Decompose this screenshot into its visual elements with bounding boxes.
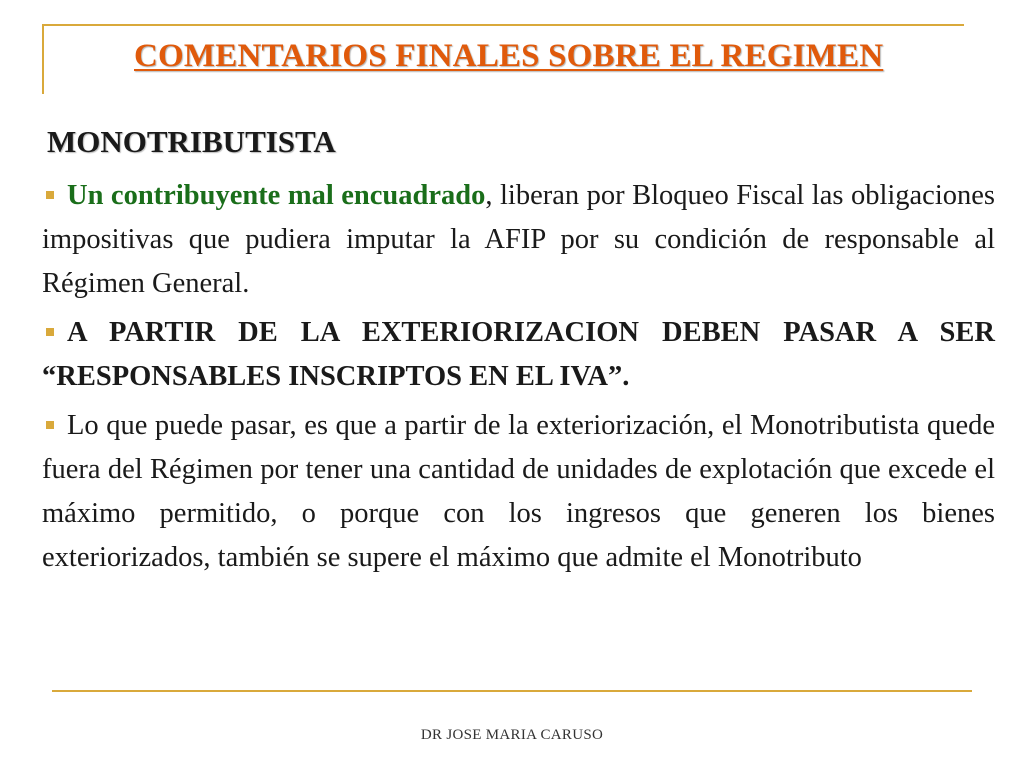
- slide-subtitle: MONOTRIBUTISTA: [47, 124, 336, 159]
- square-bullet-icon: [46, 191, 54, 199]
- square-bullet-icon: [46, 328, 54, 336]
- bullet-paragraph-3: [42, 404, 995, 580]
- bullet-1-emphasis: Un contribuyente mal encuadrado: [67, 180, 486, 211]
- slide-content: [42, 174, 995, 585]
- left-frame-line: [42, 24, 44, 94]
- bullet-paragraph-2: [42, 311, 995, 399]
- slide-title: COMENTARIOS FINALES SOBRE EL REGIMEN: [134, 38, 884, 74]
- bullet-paragraph-1: [42, 174, 995, 306]
- bullet-3-text: Lo que puede pasar, es que a partir de la exteriorización, el Monotributista quede fuera del Régimen por tener una cantidad de unidades de explotación que excede el máximo permitido, o porque con los ingresos que generen los bienes exteriorizados, también se supere el máximo que admite el Monotributo: [42, 410, 995, 573]
- top-frame-line: [42, 24, 964, 26]
- bottom-divider-line: [52, 690, 972, 692]
- square-bullet-icon: [46, 421, 54, 429]
- bullet-1-text: , liberan por Bloqueo Fiscal las obligaciones impositivas que pudiera imputar la AFIP por su condición de responsable al Régimen General.: [42, 180, 995, 299]
- bullet-2-text: A PARTIR DE LA EXTERIORIZACION DEBEN PASAR A SER “RESPONSABLES INSCRIPTOS EN EL IVA”.: [42, 317, 995, 392]
- footer-author: DR JOSE MARIA CARUSO: [420, 727, 604, 743]
